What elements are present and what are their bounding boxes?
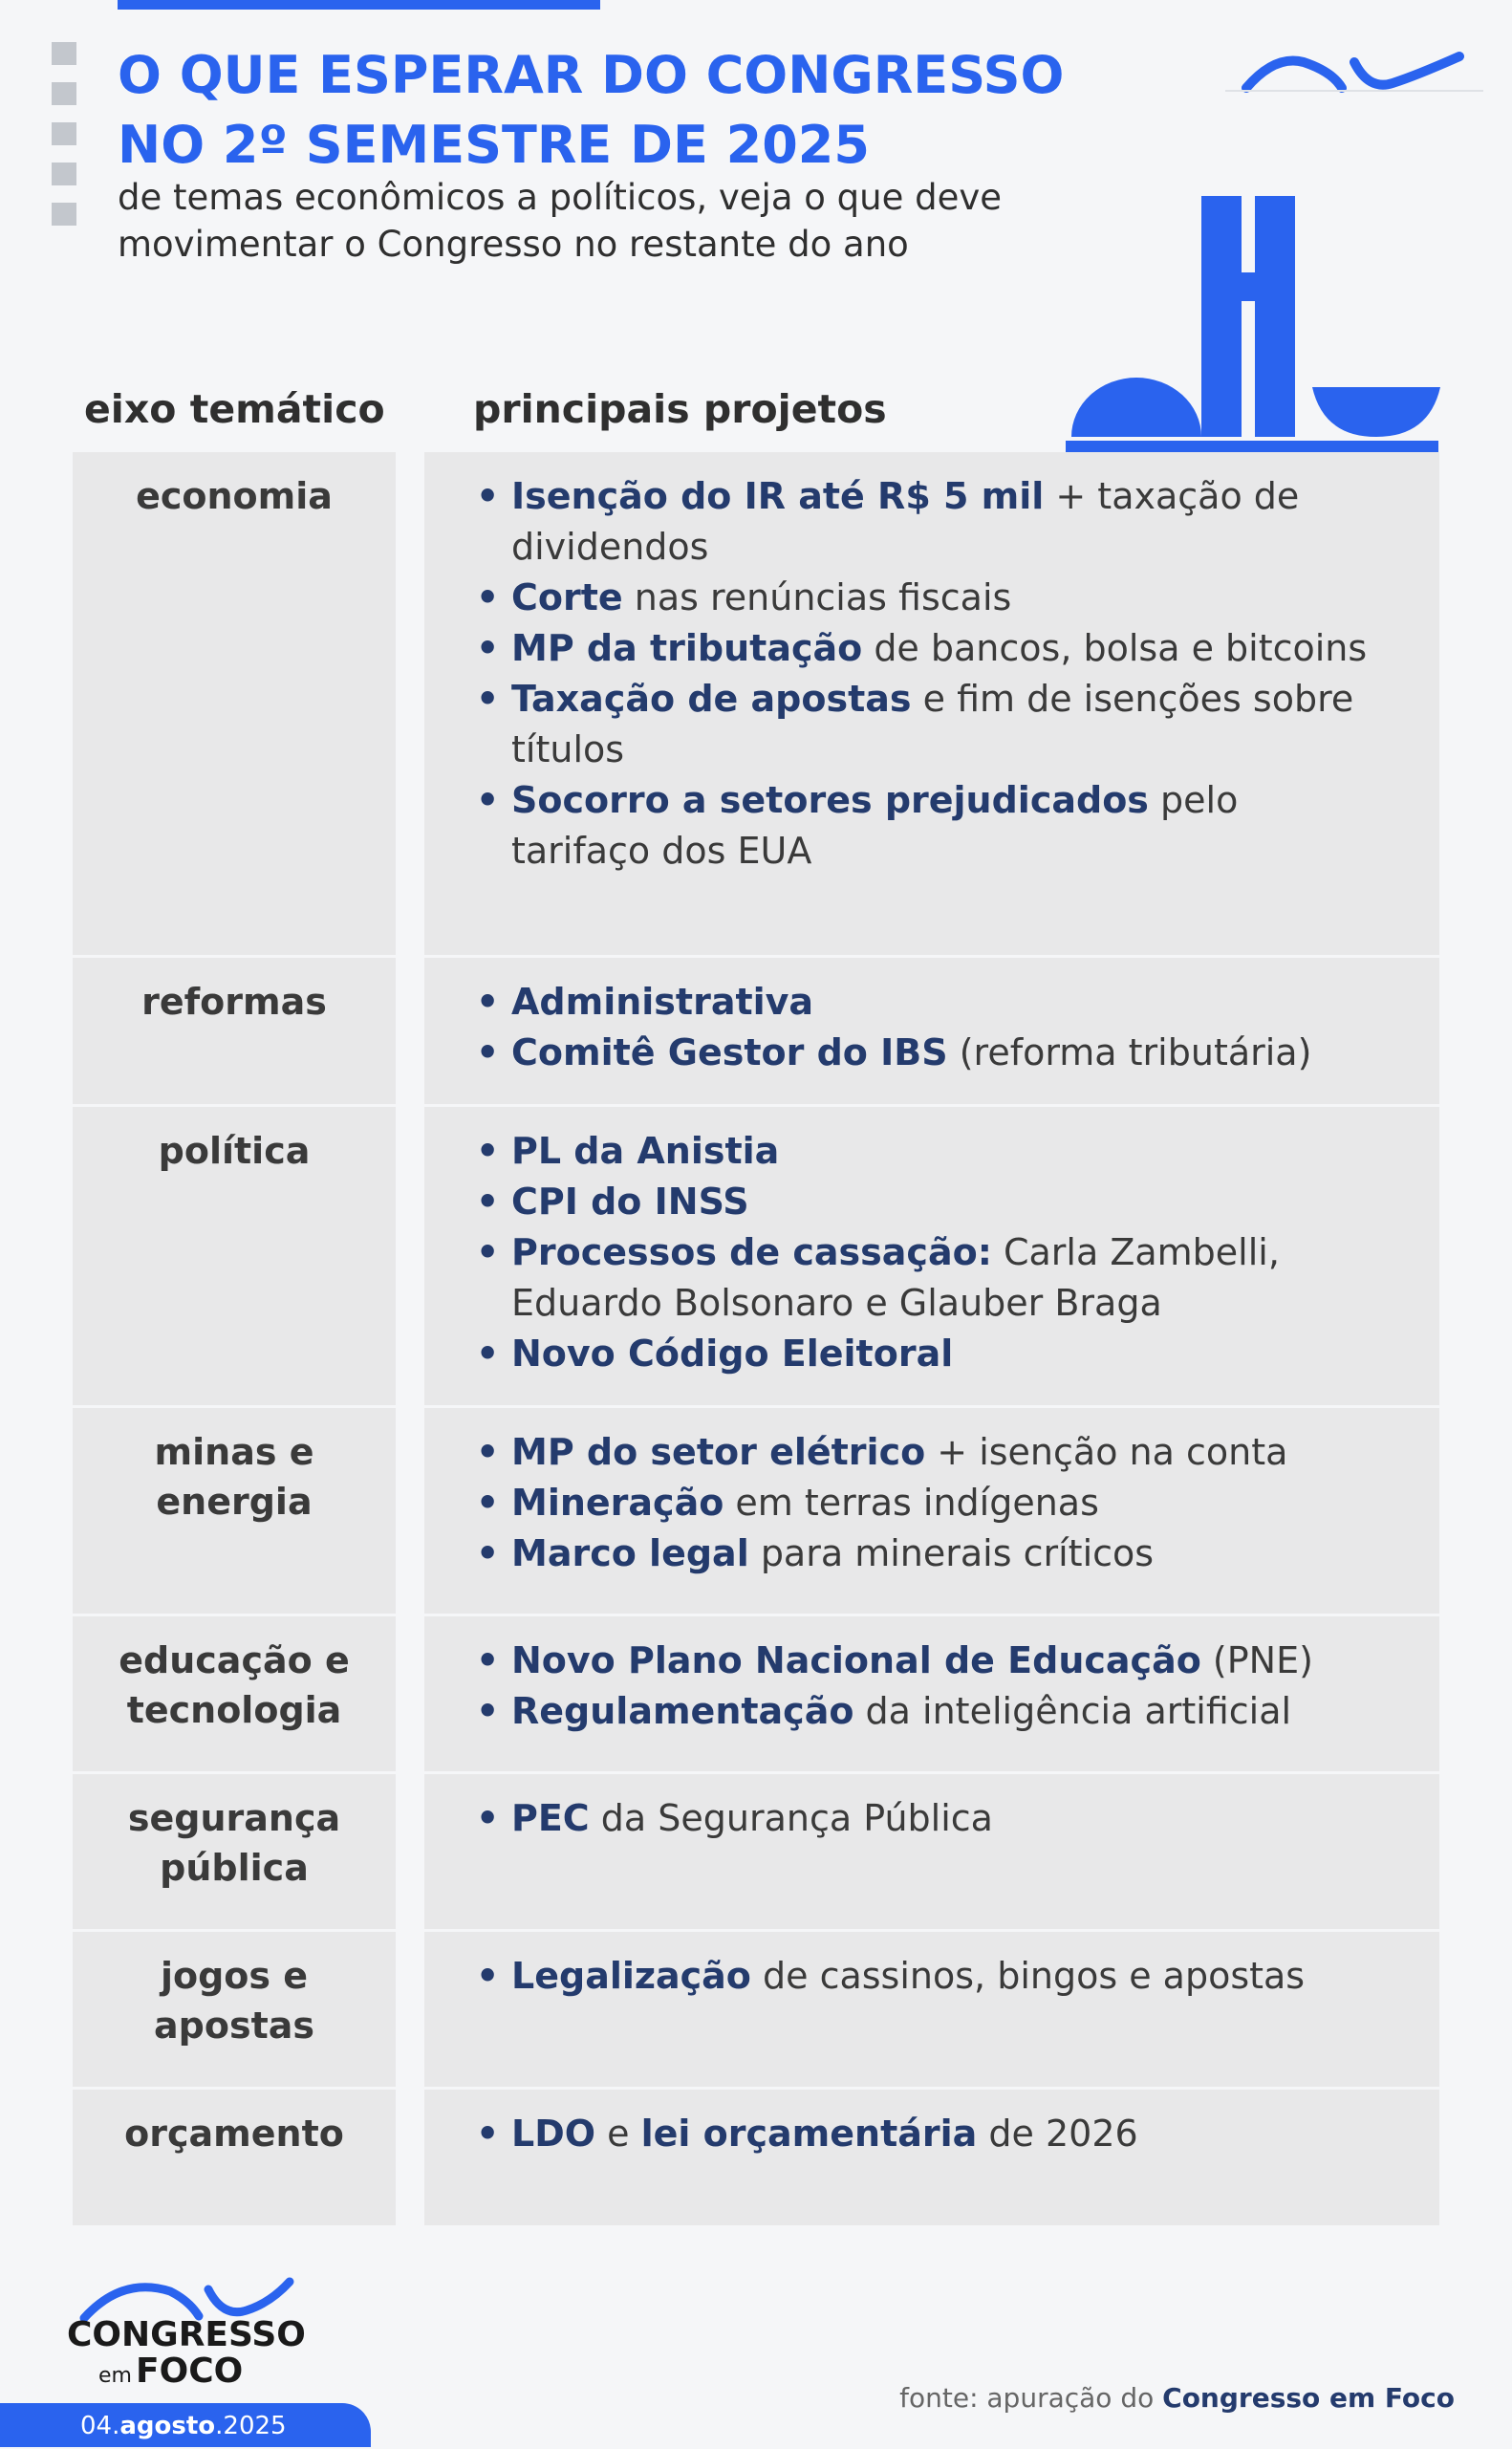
congresso-wave-logo-icon (1225, 45, 1483, 102)
logo-foco: FOCO (136, 2351, 244, 2391)
date-badge: 04.agosto.2025 (0, 2403, 371, 2447)
projects-cell (424, 452, 1439, 955)
list-item: • Comitê Gestor do IBS (reforma tributária) (476, 1028, 1382, 1078)
list-item: • Regulamentação da inteligência artificial (476, 1686, 1382, 1737)
list-item: • Administrativa (476, 977, 1382, 1028)
title-line-2: NO 2º SEMESTRE DE 2025 (118, 115, 870, 175)
page-subtitle (118, 174, 1002, 268)
table-row (73, 958, 1439, 1107)
list-item: • CPI do INSS (476, 1177, 1382, 1227)
list-item: • Isenção do IR até R$ 5 mil + taxação de dividendos (476, 471, 1382, 573)
axis-cell: economia (73, 452, 396, 955)
projects-cell (424, 2090, 1439, 2225)
projects-cell (424, 1616, 1439, 1771)
decorative-side-bars (52, 42, 76, 243)
table-row (73, 1408, 1439, 1616)
subtitle-line-1: de temas econômicos a políticos, veja o que deve (118, 177, 1003, 218)
table-row (73, 1932, 1439, 2090)
table-row (73, 1107, 1439, 1408)
axis-cell: minas e energia (73, 1408, 396, 1614)
projects-cell (424, 1107, 1439, 1405)
list-item: • MP da tributação de bancos, bolsa e bitcoins (476, 623, 1382, 674)
list-item: • Socorro a setores prejudicados pelo tarifaço dos EUA (476, 775, 1382, 877)
page-title (118, 40, 1064, 180)
top-accent-bar (118, 0, 600, 10)
logo-em: em (98, 2364, 132, 2388)
table-row (73, 452, 1439, 958)
axis-cell: jogos e apostas (73, 1932, 396, 2087)
list-item: • Taxação de apostas e fim de isenções sobre títulos (476, 674, 1382, 775)
subtitle-line-2: movimentar o Congresso no restante do ano (118, 224, 909, 265)
list-item: • Novo Código Eleitoral (476, 1329, 1382, 1379)
table-row (73, 1774, 1439, 1932)
projects-cell (424, 1774, 1439, 1929)
projects-table (73, 452, 1439, 2225)
title-line-1: O QUE ESPERAR DO CONGRESSO (118, 45, 1065, 105)
list-item: • PEC da Segurança Pública (476, 1793, 1382, 1844)
axis-cell: reformas (73, 958, 396, 1104)
list-item: • PL da Anistia (476, 1126, 1382, 1177)
axis-cell: educação e tecnologia (73, 1616, 396, 1771)
list-item: • Marco legal para minerais críticos (476, 1528, 1382, 1579)
table-row (73, 2090, 1439, 2225)
source-note: fonte: apuração do Congresso em Foco (899, 2382, 1455, 2414)
table-row (73, 1616, 1439, 1774)
list-item: • LDO e lei orçamentária de 2026 (476, 2109, 1382, 2159)
list-item: • Processos de cassação: Carla Zambelli, Eduardo Bolsonaro e Glauber Braga (476, 1227, 1382, 1329)
axis-cell: orçamento (73, 2090, 396, 2225)
national-congress-building-icon (1066, 196, 1448, 456)
projects-cell (424, 958, 1439, 1104)
column-header-axis: eixo temático (84, 386, 385, 432)
list-item: • Novo Plano Nacional de Educação (PNE) (476, 1636, 1382, 1686)
list-item: • Corte nas renúncias fiscais (476, 573, 1382, 623)
list-item: • Mineração em terras indígenas (476, 1478, 1382, 1528)
projects-cell (424, 1408, 1439, 1614)
list-item: • Legalização de cassinos, bingos e apostas (476, 1951, 1382, 2002)
list-item: • MP do setor elétrico + isenção na conta (476, 1427, 1382, 1478)
logo-wordmark: CONGRESSO (67, 2315, 306, 2354)
column-header-projects: principais projetos (473, 386, 887, 432)
axis-cell: segurança pública (73, 1774, 396, 1929)
axis-cell: política (73, 1107, 396, 1405)
projects-cell (424, 1932, 1439, 2087)
